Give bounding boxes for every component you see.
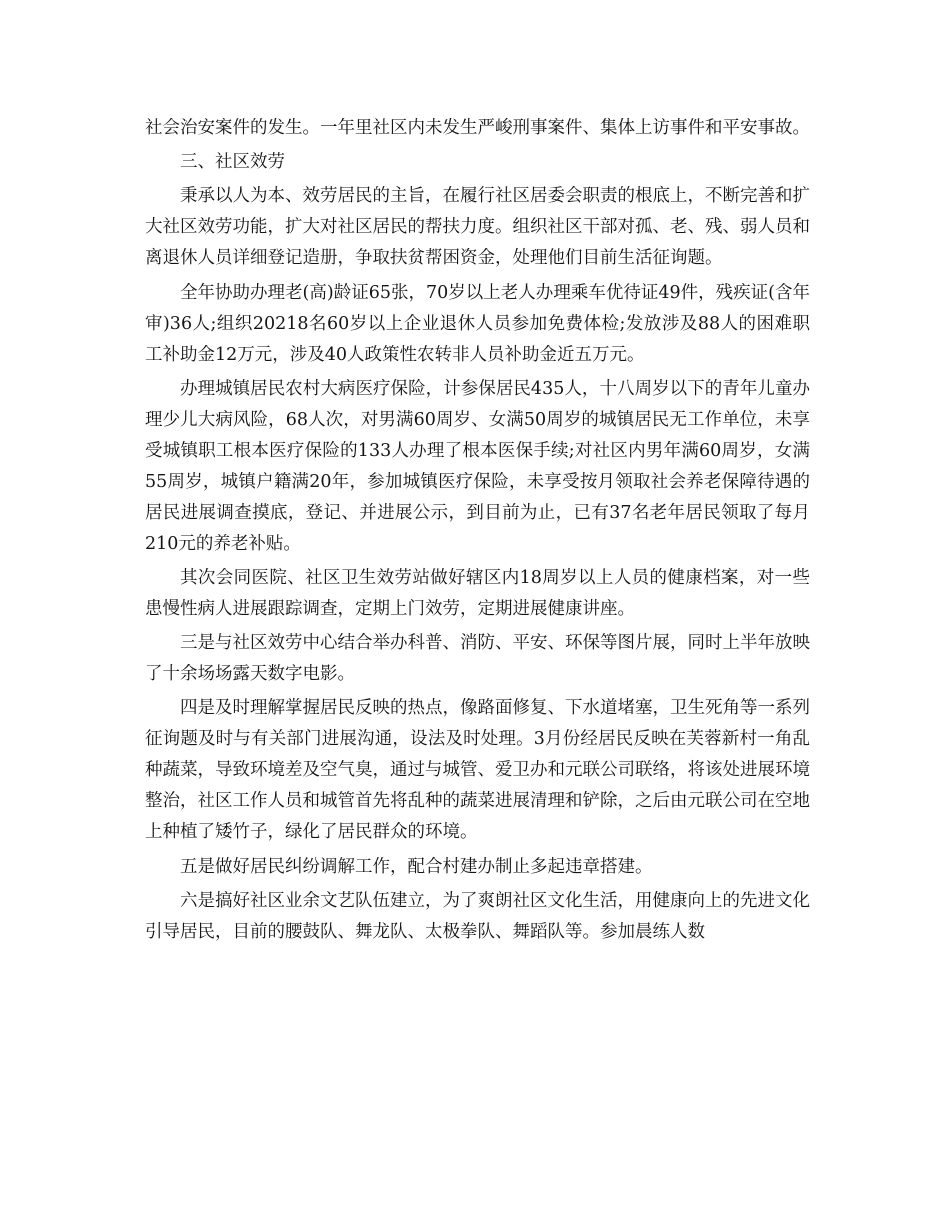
document-body <box>145 113 810 951</box>
paragraph-exhibitions: 三是与社区效劳中心结合举办科普、消防、平安、环保等图片展，同时上半年放映了十余场场露天数字电影。 <box>145 633 810 685</box>
paragraph-resident-feedback: 四是及时理解掌握居民反映的热点，像路面修复、下水道堵塞，卫生死角等一系列征询题及时与有关部门进展沟通，设法及时处理。3月份经居民反映在芙蓉新村一角乱种蔬菜，导致环境差及空气臭，通过与城管、爱卫办和元联公司联络，将该处进展环境整治，社区工作人员和城管首先将乱种的蔬菜进展清理和铲除，之后由元联公司在空地上种植了矮竹子，绿化了居民群众的环境。 <box>145 698 810 843</box>
paragraph-culture-teams: 六是搞好社区业余文艺队伍建立，为了爽朗社区文化生活，用健康向上的先进文化引导居民，目前的腰鼓队、舞龙队、太极拳队、舞蹈队等。参加晨练人数 <box>145 890 810 942</box>
paragraph-service-purpose: 秉承以人为本、效劳居民的主旨，在履行社区居委会职责的根底上，不断完善和扩大社区效劳功能，扩大对社区居民的帮扶力度。组织社区干部对孤、老、残、弱人员和离退休人员详细登记造册，争取扶贫帮困资金，处理他们目前生活征询题。 <box>145 186 810 269</box>
section-heading-community-service: 三、社区效劳 <box>180 152 285 173</box>
paragraph-certificates: 全年协助办理老(高)龄证65张，70岁以上老人办理乘车优待证49件，残疾证(含年审)36人;组织20218名60岁以上企业退休人员参加免费体检;发放涉及88人的困难职工补助金12万元，涉及40人政策性农转非人员补助金近五万元。 <box>145 282 810 365</box>
paragraph-medical-insurance: 办理城镇居民农村大病医疗保险，计参保居民435人，十八周岁以下的青年儿童办理少儿大病风险，68人次，对男满60周岁、女满50周岁的城镇居民无工作单位，未享受城镇职工根本医疗保险的133人办理了根本医保手续;对社区内男年满60周岁，女满55周岁，城镇户籍满20年，参加城镇医疗保险，未享受按月领取社会养老保障待遇的居民进展调查摸底，登记、并进展公示，到目前为止，已有37名老年居民领取了每月210元的养老补贴。 <box>145 378 810 554</box>
paragraph-dispute-mediation: 五是做好居民纠纷调解工作，配合村建办制止多起违章搭建。 <box>180 856 653 877</box>
paragraph-continuation: 社会治安案件的发生。一年里社区内未发生严峻刑事案件、集体上访事件和平安事故。 <box>145 118 810 138</box>
paragraph-health-records: 其次会同医院、社区卫生效劳站做好辖区内18周岁以上人员的健康档案，对一些患慢性病人进展跟踪调查，定期上门效劳，定期进展健康讲座。 <box>145 567 810 619</box>
